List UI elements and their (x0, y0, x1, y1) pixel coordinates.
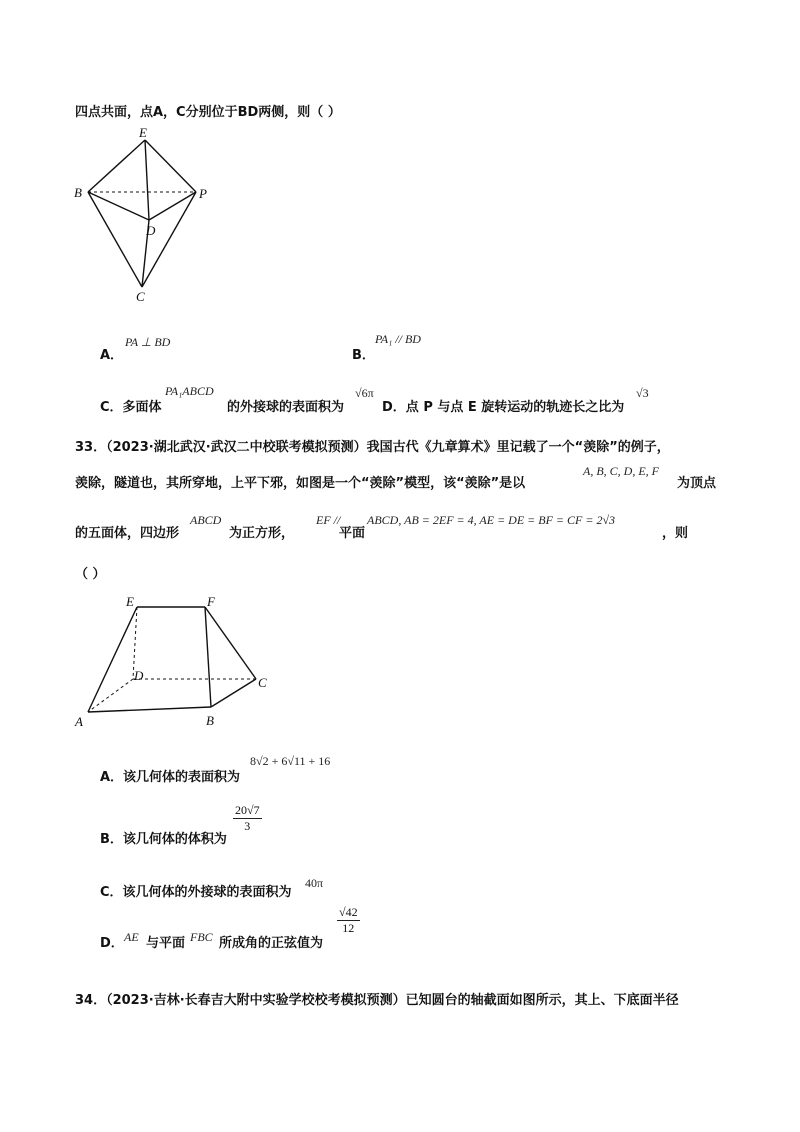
q33-option-b-numerator: 20√7 (235, 803, 260, 817)
q32-option-c-mid: 的外接球的表面积为 (227, 400, 345, 415)
q33-stem-line3-math2: EF // (316, 513, 341, 527)
q34-stem-line1: 34．（2023·吉林·长春吉大附中实验学校校考模拟预测）已知圆台的轴截面如图所示，其上、下底面半径 (75, 993, 679, 1008)
edge-ed (145, 140, 149, 220)
q32-stem-tail: 四点共面，点A，C分别位于BD两侧，则（ ） (75, 105, 341, 120)
edge-ea (88, 607, 137, 712)
edge-da-hidden (88, 679, 133, 712)
edge-fc (205, 607, 256, 679)
edge-bc (88, 192, 142, 287)
q32-option-a-prefix: A． (100, 348, 124, 363)
q33-option-d-prefix: D． (100, 936, 124, 951)
q32-option-c-math: PA₁ABCD (165, 384, 214, 398)
q33-option-d-tail: 所成角的正弦值为 (219, 936, 324, 951)
vertex-label-d: D (146, 223, 156, 238)
q33-stem-line3-c: 平面 (339, 526, 366, 541)
q32-option-d-value: √3 (636, 386, 649, 400)
q33-stem-line3-math1: ABCD (190, 513, 222, 527)
edge-ep (145, 140, 196, 192)
q32-option-c-prefix: C．多面体 (100, 400, 162, 415)
q33-stem-line1: 33．（2023·湖北武汉·武汉二中校联考模拟预测）我国古代《九章算术》里记载了一个“羡除”的例子， (75, 440, 670, 455)
vertex-label-b: B (74, 185, 82, 200)
q33-stem-line3-math3: ABCD, AB = 2EF = 4, AE = DE = BF = CF = 2√3 (367, 513, 616, 527)
vertex-label-b: B (206, 713, 214, 728)
q32-figure-pyramid (68, 122, 218, 307)
q33-stem-line3-a: 的五面体，四边形 (75, 526, 180, 541)
q33-option-d-numerator: √42 (339, 905, 358, 919)
q32-option-b-math: PA₁ // BD (375, 332, 421, 346)
q33-stem-line4: （ ） (75, 567, 106, 582)
edge-bd (88, 192, 149, 220)
q33-option-d-math2: FBC (190, 930, 213, 944)
q33-stem-line2-b: 为顶点 (677, 476, 717, 491)
q33-figure-xianchu (70, 592, 280, 737)
vertex-label-c: C (136, 289, 145, 304)
q32-option-c-value: √6π (355, 386, 374, 400)
q33-stem-line2-math: A, B, C, D, E, F (583, 464, 659, 478)
q33-option-b-text: B．该几何体的体积为 (100, 832, 227, 847)
vertex-label-f: F (207, 594, 215, 609)
q33-option-c-text: C．该几何体的外接球的表面积为 (100, 885, 292, 900)
q33-option-a-text: A．该几何体的表面积为 (100, 770, 241, 785)
edge-ab (88, 707, 211, 712)
q33-option-d-denominator: 12 (342, 921, 355, 935)
q33-option-a-value: 8√2 + 6√11 + 16 (250, 754, 331, 768)
vertex-label-p: P (199, 186, 207, 201)
vertex-label-a: A (75, 714, 83, 729)
vertex-label-d: D (134, 668, 144, 683)
q33-option-d-fraction (337, 905, 360, 936)
edge-pd (149, 192, 196, 220)
q33-option-b-denominator: 3 (244, 819, 251, 833)
q33-option-c-value: 40π (305, 876, 324, 890)
q33-stem-line3-b: 为正方形， (229, 526, 295, 541)
vertex-label-e: E (126, 594, 134, 609)
edge-pc (142, 192, 196, 287)
q33-option-d-math1: AE (124, 930, 139, 944)
vertex-label-c: C (258, 675, 267, 690)
edge-eb (88, 140, 145, 192)
q33-option-b-fraction (233, 803, 262, 834)
q32-option-d-text: D．点 P 与点 E 旋转运动的轨迹长之比为 (382, 400, 625, 415)
q32-option-a-math: PA ⊥ BD (125, 335, 171, 349)
edge-bc (211, 679, 256, 707)
q33-stem-line3-d: ，则 (662, 526, 689, 541)
vertex-label-e: E (139, 125, 147, 140)
q32-option-b-prefix: B． (352, 348, 375, 363)
q33-option-d-mid: 与平面 (146, 936, 186, 951)
edge-fb (205, 607, 211, 707)
q33-stem-line2-a: 羡除，隧道也，其所穿地，上平下邪，如图是一个“羡除”模型，该“羡除”是以 (75, 476, 526, 491)
